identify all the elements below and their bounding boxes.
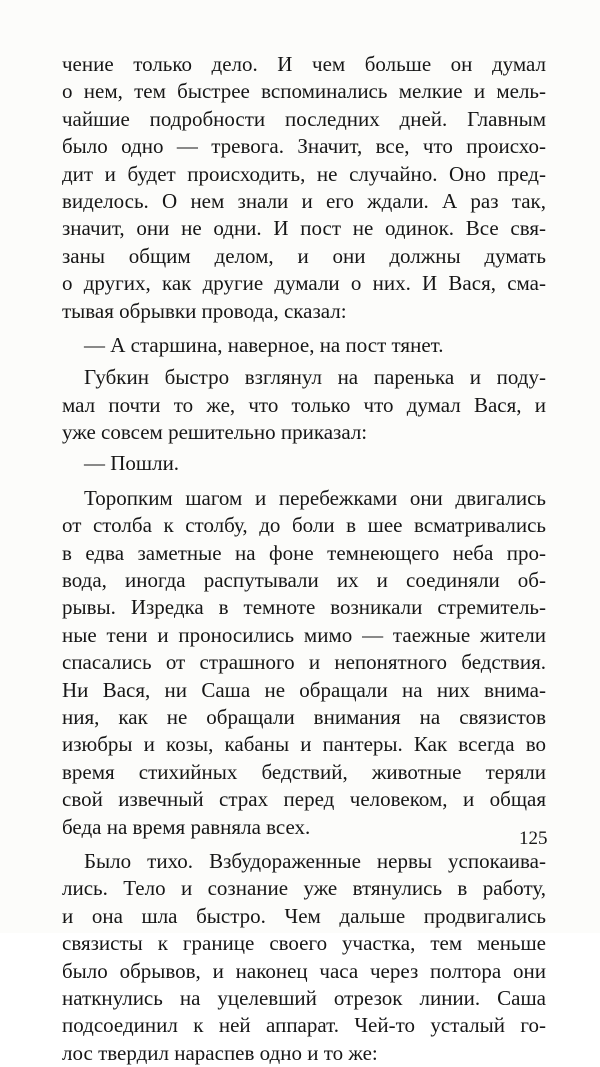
paragraph xyxy=(62,848,546,1067)
text-line: и она шла быстро. Чем дальше продвигались xyxy=(62,903,546,928)
text-line: чайшие подробности последних дней. Главным xyxy=(62,106,546,131)
page-number: 125 xyxy=(519,828,548,849)
text-line: свой извечный страх перед человеком, и общая xyxy=(62,787,546,812)
text-line: спасались от страшного и непонятного бедствия. xyxy=(62,650,546,675)
text-line: мал почти то же, что только что думал Вася, и xyxy=(62,392,546,417)
text-line: рывы. Изредка в темноте возникали стремитель- xyxy=(62,595,546,620)
text-line: Губкин быстро взглянул на паренька и поду- xyxy=(84,365,546,390)
text-line: ния, как не обращали внимания на связистов xyxy=(62,704,546,729)
text-line: ные тени и проносились мимо — таежные жители xyxy=(62,622,546,647)
paragraph xyxy=(62,51,546,325)
text-line: лись. Тело и сознание уже втянулись в работу, xyxy=(62,876,546,901)
text-line: значит, они не одни. И пост не одинок. Все свя- xyxy=(62,216,546,241)
paragraph xyxy=(62,485,546,841)
text-line: дит и будет происходить, не случайно. Оно пред- xyxy=(62,161,546,186)
text-line: — Пошли. xyxy=(84,451,180,476)
text-line: наткнулись на уцелевший отрезок линии. Саша xyxy=(62,985,546,1010)
text-line: было одно — тревога. Значит, все, что происхо- xyxy=(62,134,546,159)
text-line: уже совсем решительно приказал: xyxy=(62,420,368,445)
body-text xyxy=(62,51,546,1067)
text-line: вода, иногда распутывали их и соединяли об- xyxy=(62,568,546,593)
text-line: в едва заметные на фоне темнеющего неба про- xyxy=(62,540,546,565)
text-line: — А старшина, наверное, на пост тянет. xyxy=(84,332,444,357)
paragraph xyxy=(62,332,546,359)
text-line: виделось. О нем знали и его ждали. А раз так, xyxy=(62,188,546,213)
text-line: чение только дело. И чем больше он думал xyxy=(62,52,546,76)
text-line: о нем, тем быстрее вспоминались мелкие и мель- xyxy=(62,79,546,104)
paragraph xyxy=(62,364,546,446)
text-line: тывая обрывки провода, сказал: xyxy=(62,298,347,323)
text-line: Торопким шагом и перебежками они двигались xyxy=(84,485,546,510)
text-line: о других, как другие думали о них. И Вася, сма- xyxy=(62,271,546,296)
text-line: подсоединил к ней аппарат. Чей-то усталый го- xyxy=(62,1013,546,1038)
text-line: от столба к столбу, до боли в шее всматривались xyxy=(62,513,546,538)
text-line: время стихийных бедствий, животные теряли xyxy=(62,759,546,784)
text-line: связисты к границе своего участка, тем меньше xyxy=(62,931,546,956)
text-line: было обрывов, и наконец часа через полтора они xyxy=(62,958,546,983)
text-line: Ни Вася, ни Саша не обращали на них внима- xyxy=(62,677,546,702)
text-line: Было тихо. Взбудораженные нервы успокаива- xyxy=(84,848,546,873)
paragraph xyxy=(62,450,546,477)
text-line: беда на время равняла всех. xyxy=(62,814,311,839)
text-line: изюбры и козы, кабаны и пантеры. Как всегда во xyxy=(62,732,546,757)
text-line: заны общим делом, и они должны думать xyxy=(62,243,546,268)
text-line: лос твердил нараспев одно и то же: xyxy=(62,1040,378,1065)
